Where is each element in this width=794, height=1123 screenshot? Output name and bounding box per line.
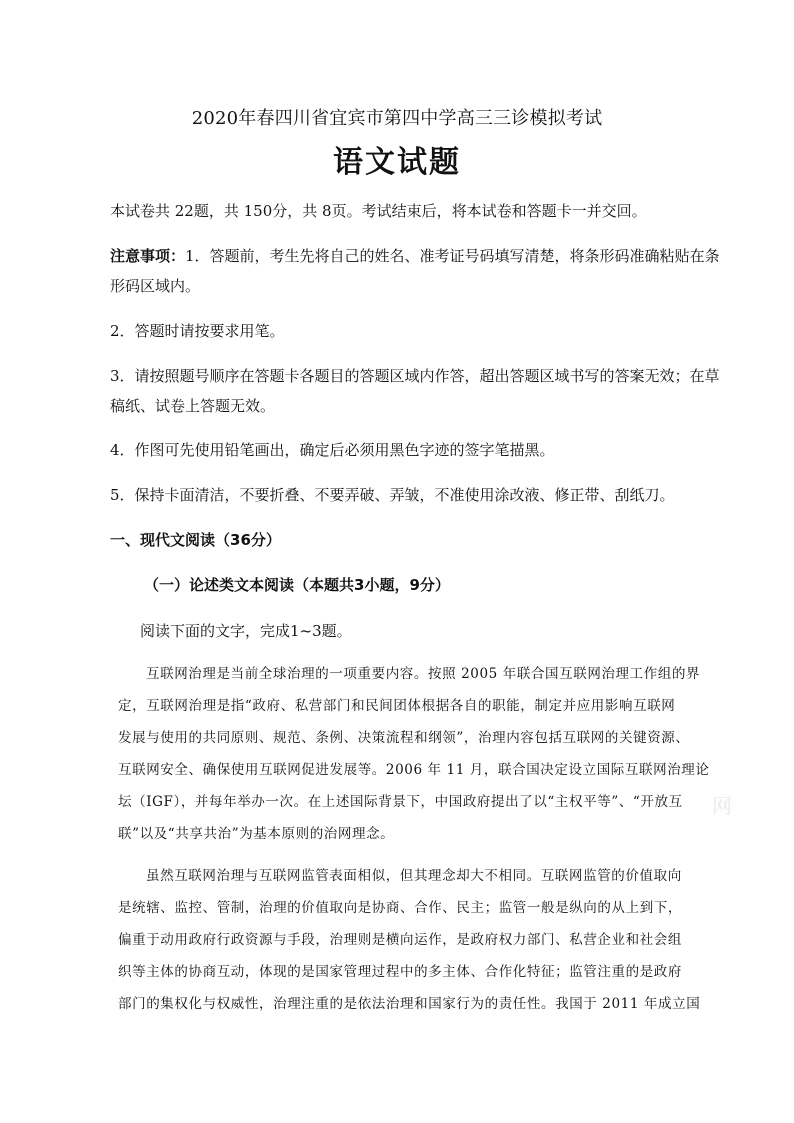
notes-item1-line2: 形码区域内。 [110, 277, 201, 295]
notes-item3-line2: 稿纸、试卷上答题无效。 [110, 397, 276, 415]
notes-item4: 4．作图可先使用铅笔画出，确定后必须用黑色字迹的签字笔描黑。 [110, 441, 555, 459]
passage-line: 坛（IGF），并每年举办一次。在上述国际背景下，中国政府提出了以“主权平等”、“开放互 [118, 794, 683, 810]
passage-line: 发展与使用的共同原则、规范、条例、决策流程和纲领”，治理内容包括互联网的关键资源、 [118, 730, 690, 746]
passage-line: 偏重于动用政府行政资源与手段，治理则是横向运作，是政府权力部门、私营企业和社会组 [118, 932, 682, 948]
notes-item5: 5．保持卡面清洁，不要折叠、不要弄破、弄皱，不准使用涂改液、修正带、刮纸刀。 [110, 486, 675, 504]
section-heading: 一、现代文阅读（36分） [110, 531, 281, 549]
notes-item1-text: 1．答题前，考生先将自己的姓名、准考证号码填写清楚，将条形码准确粘贴在条 [185, 247, 720, 265]
notes-item2: 2．答题时请按要求用笔。 [110, 322, 285, 340]
passage-line: 定，互联网治理是指“政府、私营部门和民间团体根据各自的职能，制定并应用影响互联网 [118, 698, 676, 714]
reading-instruction: 阅读下面的文字，完成1~3题。 [140, 622, 352, 640]
exam-title: 2020年春四川省宜宾市第四中学高三三诊模拟考试 [191, 108, 603, 129]
faint-watermark: 网 [712, 794, 732, 818]
passage-line: 联”以及“共享共治”为基本原则的治网理念。 [118, 826, 395, 842]
notes-item1-line1 [110, 245, 720, 266]
passage-line: 是统辖、监控、管制，治理的价值取向是协商、合作、民主；监管一般是纵向的从上到下， [118, 900, 682, 916]
passage-line: 虽然互联网治理与互联网监管表面相似，但其理念却大不相同。互联网监管的价值取向 [146, 868, 682, 884]
passage-line: 互联网安全、确保使用互联网促进发展等。2006 年 11 月，联合国决定设立国际互联网治理论 [118, 762, 710, 778]
notes-label: 注意事项： [110, 247, 186, 265]
passage-line: 部门的集权化与权威性，治理注重的是依法治理和国家行为的责任性。我国于 2011 年成立国 [118, 996, 701, 1012]
subsection-heading: （一）论述类文本阅读（本题共3小题，9分） [144, 576, 450, 594]
passage-line: 互联网治理是当前全球治理的一项重要内容。按照 2005 年联合国互联网治理工作组的界 [146, 666, 701, 682]
passage-line: 织等主体的协商互动，体现的是国家管理过程中的多主体、合作化特征；监管注重的是政府 [118, 964, 682, 980]
intro-text: 本试卷共 22题，共 150分，共 8页。考试结束后，将本试卷和答题卡一并交回。 [110, 202, 647, 220]
subject-title: 语文试题 [333, 145, 461, 180]
notes-item3-line1: 3．请按照题号顺序在答题卡各题目的答题区域内作答，超出答题区域书写的答案无效；在草 [110, 367, 720, 385]
